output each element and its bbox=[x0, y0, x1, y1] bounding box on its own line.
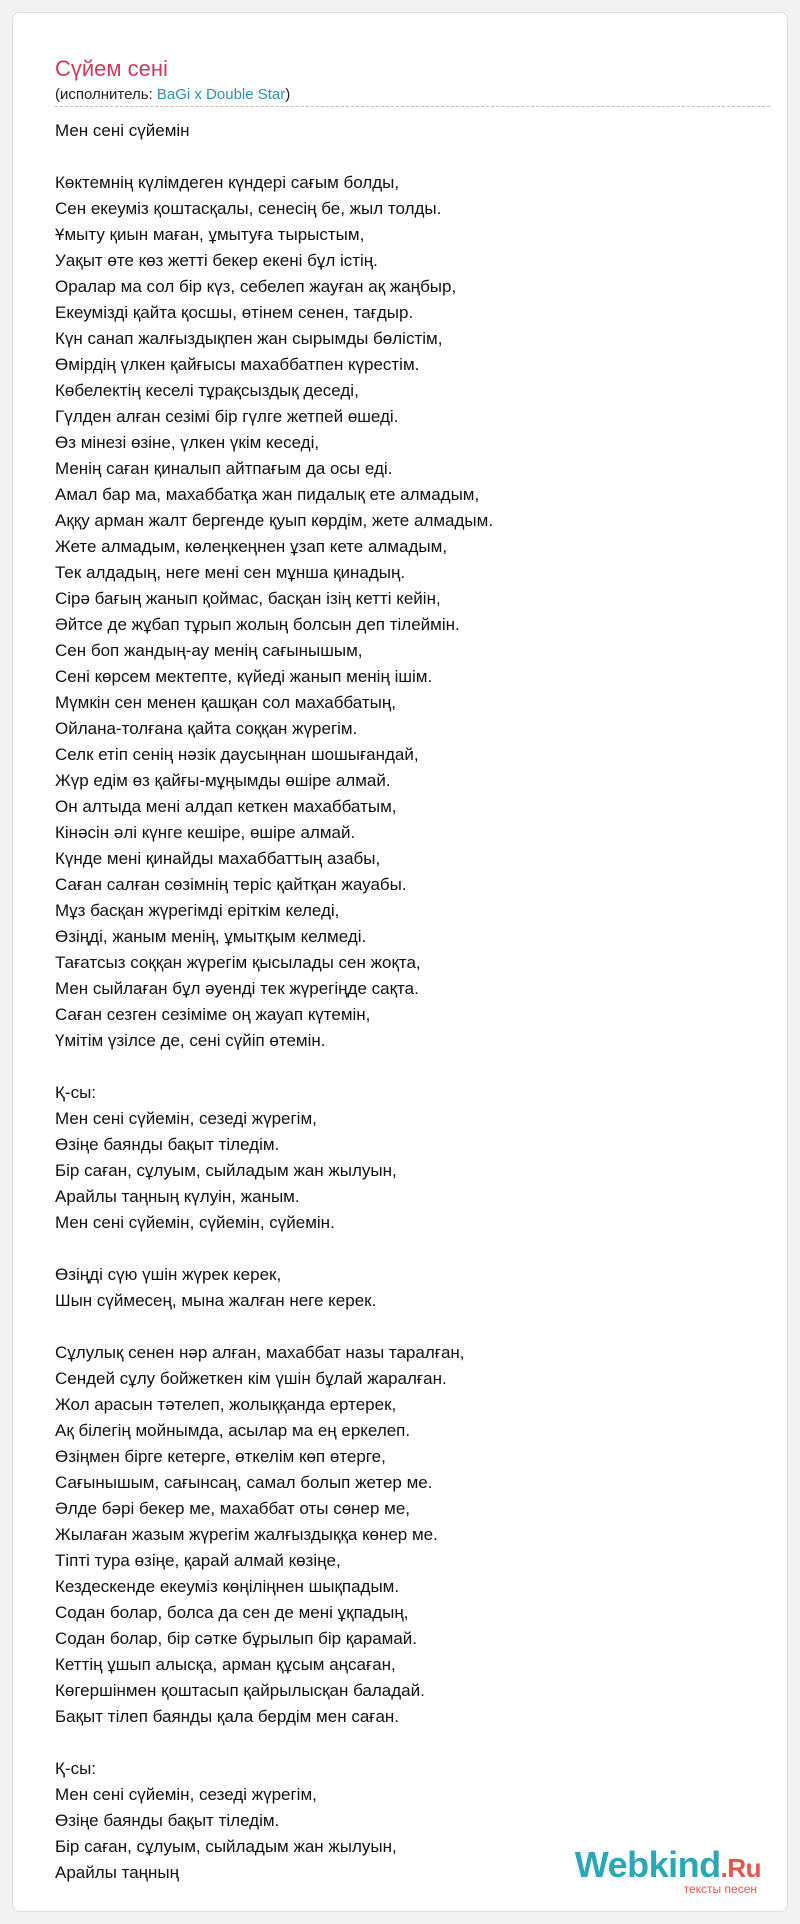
lyric-line: Сағынышым, сағынсаң, самал болып жетер ме. bbox=[55, 1473, 433, 1492]
lyric-line: Әлде бәрі бекер ме, махаббат оты сөнер ме, bbox=[55, 1499, 411, 1518]
lyric-line: Мұз басқан жүрегімді еріткім келеді, bbox=[55, 901, 340, 920]
lyric-line: Тіпті тура өзіңе, қарай алмай көзіңе, bbox=[55, 1551, 341, 1570]
lyrics-card bbox=[12, 12, 788, 1912]
title-divider bbox=[55, 106, 770, 107]
lyric-line: Көбелектің кеселі тұрақсыздық деседі, bbox=[55, 381, 359, 400]
lyric-line: Күн санап жалғыздықпен жан сырымды бөлістім, bbox=[55, 329, 443, 348]
lyric-line: Жүр едім өз қайғы-мұңымды өшіре алмай. bbox=[55, 771, 391, 790]
logo-name: Webkind bbox=[574, 1844, 721, 1885]
artist-prefix: (исполнитель: bbox=[55, 86, 157, 103]
artist-link[interactable]: BaGi x Double Star bbox=[156, 86, 286, 103]
lyric-line: Сен екеуміз қоштасқалы, сенесің бе, жыл толды. bbox=[55, 199, 442, 218]
artist-line bbox=[55, 85, 290, 105]
lyric-line: Өзіңді сүю үшін жүрек керек, bbox=[55, 1265, 282, 1284]
lyric-line: Он алтыда мені алдап кеткен махаббатым, bbox=[55, 797, 397, 816]
lyric-line: Өз мінезі өзіне, үлкен үкім кеседі, bbox=[55, 433, 320, 452]
lyric-line: Мен сыйлаған бұл әуенді тек жүрегіңде сақта. bbox=[55, 979, 419, 998]
lyric-line: Әйтсе де жұбап тұрып жолың болсын деп тілеймін. bbox=[55, 615, 460, 634]
lyric-line: Оралар ма сол бір күз, себелеп жауған ақ жаңбыр, bbox=[55, 277, 457, 296]
lyric-line: Қ-сы: bbox=[55, 1083, 97, 1102]
lyric-line: Селк етіп сенің нәзік даусыңнан шошығандай, bbox=[55, 745, 419, 764]
song-title: Сүйем сені bbox=[55, 56, 168, 81]
lyric-line: Мен сені сүйемін, сүйемін, сүйемін. bbox=[55, 1213, 335, 1232]
lyric-line: Сірә бағың жанып қоймас, басқан ізің кетті кейін, bbox=[55, 589, 441, 608]
lyric-line: Менің саған қиналып айтпағым да осы еді. bbox=[55, 459, 393, 478]
lyric-line: Жылаған жазым жүрегім жалғыздыққа көнер ме. bbox=[55, 1525, 438, 1544]
lyric-line: Амал бар ма, махаббатқа жан пидалық ете алмадым, bbox=[55, 485, 480, 504]
lyric-line: Өзіңе баянды бақыт тіледім. bbox=[55, 1135, 280, 1154]
lyric-line: Мүмкін сен менен қашқан сол махаббатың, bbox=[55, 693, 396, 712]
lyric-line: Өмірдің үлкен қайғысы махаббатпен күрестім. bbox=[55, 355, 420, 374]
lyrics-text bbox=[55, 118, 775, 1886]
lyric-line: Сені көрсем мектепте, күйеді жанып менің ішім. bbox=[55, 667, 433, 686]
lyric-line: Мен сені сүйемін, сезеді жүрегім, bbox=[55, 1109, 317, 1128]
lyric-line: Тағатсыз соққан жүрегім қысылады сен жоқта, bbox=[55, 953, 421, 972]
lyric-line: Мен сені сүйемін bbox=[55, 121, 190, 140]
lyric-line: Тек алдадың, неге мені сен мұнша қинадың. bbox=[55, 563, 406, 582]
lyric-line: Кездескенде екеуміз көңіліңнен шықпадым. bbox=[55, 1577, 400, 1596]
lyric-line: Саған сезген сезіміме оң жауап күтемін, bbox=[55, 1005, 371, 1024]
lyric-line: Арайлы таңның bbox=[55, 1863, 180, 1882]
logo-tagline: тексты песен bbox=[683, 1882, 757, 1896]
lyric-line: Өзіңмен бірге кетерге, өткелім көп өтерге, bbox=[55, 1447, 386, 1466]
lyric-line: Жете алмадым, көлеңкеңнен ұзап кете алмадым, bbox=[55, 537, 448, 556]
lyric-line: Ұмыту қиын маған, ұмытуға тырыстым, bbox=[55, 225, 365, 244]
lyric-line: Бір саған, сұлуым, сыйладым жан жылуын, bbox=[55, 1837, 397, 1856]
lyric-line: Саған салған сөзімнің теріс қайтқан жауабы. bbox=[55, 875, 407, 894]
lyric-line: Өзіңді, жаным менің, ұмытқым келмеді. bbox=[55, 927, 367, 946]
lyric-line: Шын сүймесең, мына жалған неге керек. bbox=[55, 1291, 377, 1310]
lyric-line: Гүлден алған сезімі бір гүлге жетпей өшеді. bbox=[55, 407, 399, 426]
lyric-line: Ақ білегің мойнымда, асылар ма ең еркелеп. bbox=[55, 1421, 411, 1440]
site-logo[interactable] bbox=[575, 1846, 761, 1895]
lyric-line: Жол арасын тәтелеп, жолыққанда ертерек, bbox=[55, 1395, 397, 1414]
lyric-line: Үмітім үзілсе де, сені сүйіп өтемін. bbox=[55, 1031, 326, 1050]
artist-suffix: ) bbox=[285, 86, 291, 103]
lyric-line: Сендей сұлу бойжеткен кім үшін бұлай жаралған. bbox=[55, 1369, 447, 1388]
lyric-line: Сен боп жандың-ау менің сағынышым, bbox=[55, 641, 363, 660]
lyric-line: Күнде мені қинайды махаббаттың азабы, bbox=[55, 849, 381, 868]
lyric-line: Сұлулық сенен нәр алған, махаббат назы таралған, bbox=[55, 1343, 465, 1362]
lyric-line: Мен сені сүйемін, сезеді жүрегім, bbox=[55, 1785, 317, 1804]
lyric-line: Содан болар, болса да сен де мені ұқпадың, bbox=[55, 1603, 409, 1622]
stanza-break bbox=[55, 1236, 775, 1262]
lyric-line: Көгершінмен қоштасып қайрылысқан баладай. bbox=[55, 1681, 425, 1700]
stanza-break bbox=[55, 1314, 775, 1340]
lyric-line: Уақыт өте көз жетті бекер екені бұл істің. bbox=[55, 251, 378, 270]
lyric-line: Бір саған, сұлуым, сыйладым жан жылуын, bbox=[55, 1161, 397, 1180]
lyric-line: Бақыт тілеп баянды қала бердім мен саған. bbox=[55, 1707, 400, 1726]
lyric-line: Ойлана-толғана қайта соққан жүрегім. bbox=[55, 719, 358, 738]
logo-tld: .Ru bbox=[720, 1853, 761, 1883]
stanza-break bbox=[55, 1730, 775, 1756]
lyric-line: Кеттің ұшып алысқа, арман құсым аңсаған, bbox=[55, 1655, 396, 1674]
lyric-line: Аққу арман жалт бергенде қуып көрдім, жете алмадым. bbox=[55, 511, 494, 530]
lyric-line: Арайлы таңның күлуін, жаным. bbox=[55, 1187, 300, 1206]
stanza-break bbox=[55, 144, 775, 170]
lyric-line: Кінәсін әлі күнге кешіре, өшіре алмай. bbox=[55, 823, 356, 842]
lyric-line: Екеумізді қайта қосшы, өтінем сенен, тағдыр. bbox=[55, 303, 414, 322]
lyric-line: Содан болар, бір сәтке бұрылып бір қарамай. bbox=[55, 1629, 418, 1648]
stanza-break bbox=[55, 1054, 775, 1080]
lyric-line: Қ-сы: bbox=[55, 1759, 97, 1778]
lyric-line: Көктемнің күлімдеген күндері сағым болды, bbox=[55, 173, 400, 192]
lyric-line: Өзіңе баянды бақыт тіледім. bbox=[55, 1811, 280, 1830]
